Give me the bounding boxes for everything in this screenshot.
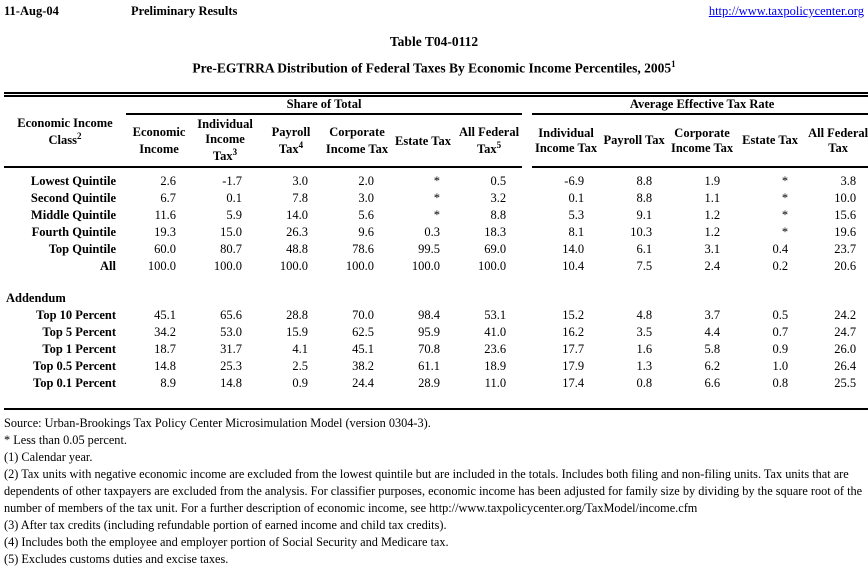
avg-rate-value-cell: 5.3	[568, 208, 585, 223]
table-row	[4, 258, 868, 275]
avg-rate-value-cell: 26.4	[834, 359, 857, 374]
avg-rate-value-cell: 5.8	[704, 342, 721, 357]
avg-rate-value-cell: 4.4	[704, 325, 721, 340]
share-value-cell: 80.7	[220, 242, 242, 257]
avg-rate-value-cell: 0.5	[772, 308, 789, 323]
table-number-title: Table T04-0112	[389, 34, 479, 49]
spacer-row	[4, 275, 868, 290]
avg-rate-value-cell: -6.9	[564, 174, 585, 189]
row-label: Top 10 Percent	[36, 308, 116, 323]
avg-rate-value-cell: *	[781, 191, 789, 206]
share-value-cell: *	[433, 174, 440, 189]
footnote-5: (4) Includes both the employee and employer portion of Social Security and Medicare tax.	[4, 535, 449, 550]
share-value-cell: 0.9	[292, 376, 308, 391]
share-of-total-group-header: Share of Total	[126, 94, 522, 114]
avg-rate-value-cell: 17.4	[562, 376, 585, 391]
share-value-cell: 26.3	[286, 225, 308, 240]
avg-rate-value-cell: 6.2	[704, 359, 721, 374]
share-value-cell: *	[433, 208, 440, 223]
footnote-3: (2) Tax units with negative economic income are excluded from the lowest quintile but are included in the totals. Includes both filing and non-filing units. Tax units that are dependents of other taxpayers are excluded from the analysis. For classifier purposes, economic income has been adjusted for family size by dividing by the square root of the number of members of the tax unit. For a further description of economic income, see http://www.taxpolicycenter.org/TaxModel/income.cfm	[4, 467, 863, 516]
share-value-cell: 70.8	[418, 342, 440, 357]
share-value-cell: 65.6	[220, 308, 242, 323]
avg-rate-value-cell: 0.4	[772, 242, 789, 257]
share-value-cell: 34.2	[154, 325, 176, 340]
group-spacer	[522, 190, 532, 207]
group-spacer	[522, 341, 532, 358]
share-value-cell: 3.0	[358, 191, 374, 206]
avg-rate-value-cell: 8.1	[568, 225, 585, 240]
avg-rate-value-cell: 1.2	[704, 208, 721, 223]
avg-rate-value-cell: 25.5	[834, 376, 857, 391]
row-label: Middle Quintile	[30, 208, 116, 223]
avg-rate-value-cell: 3.1	[704, 242, 721, 257]
share-value-cell: 28.8	[286, 308, 308, 323]
page-header	[4, 4, 864, 19]
share-value-cell: 23.6	[484, 342, 507, 357]
row-label: All	[100, 259, 116, 274]
group-spacer	[522, 224, 532, 241]
avg-rate-value-cell: 2.4	[704, 259, 721, 274]
avg-rate-value-cell: 10.3	[630, 225, 653, 240]
column-header-avg-estate-tax: Estate Tax	[736, 114, 804, 167]
share-value-cell: 5.6	[358, 208, 374, 223]
table-row	[4, 324, 868, 341]
row-label: Second Quintile	[30, 191, 116, 206]
avg-rate-value-cell: 4.8	[636, 308, 653, 323]
share-value-cell: 45.1	[154, 308, 176, 323]
row-label: Top 0.1 Percent	[33, 376, 116, 391]
share-value-cell: 98.4	[418, 308, 440, 323]
share-value-cell: 15.0	[220, 225, 242, 240]
share-value-cell: 0.1	[226, 191, 242, 206]
footnote-0: Source: Urban-Brookings Tax Policy Center Microsimulation Model (version 0304-3).	[4, 416, 431, 431]
share-value-cell: 4.1	[292, 342, 308, 357]
avg-rate-value-cell: 1.0	[772, 359, 789, 374]
share-value-cell: 62.5	[352, 325, 374, 340]
avg-rate-value-cell: 17.7	[562, 342, 585, 357]
table-row	[4, 358, 868, 375]
avg-rate-value-cell: 3.5	[636, 325, 653, 340]
share-value-cell: 11.6	[154, 208, 176, 223]
table-row	[4, 224, 868, 241]
avg-rate-value-cell: 8.8	[636, 174, 653, 189]
footnote-6: (5) Excludes customs duties and excise taxes.	[4, 552, 229, 567]
column-header-share-payroll-tax: Payroll Tax$^4$	[258, 114, 324, 167]
table-row	[4, 190, 868, 207]
share-value-cell: 100.0	[213, 259, 242, 274]
avg-rate-value-cell: 17.9	[562, 359, 585, 374]
share-value-cell: 3.0	[292, 174, 308, 189]
addendum-label: Addendum	[6, 291, 66, 306]
share-value-cell: 70.0	[352, 308, 374, 323]
share-value-cell: 9.6	[358, 225, 374, 240]
group-spacer	[522, 358, 532, 375]
table-row	[4, 173, 868, 190]
share-value-cell: 8.9	[160, 376, 176, 391]
economic-income-class-header	[4, 94, 126, 167]
share-value-cell: 18.9	[484, 359, 507, 374]
group-spacer	[522, 94, 532, 167]
avg-rate-value-cell: *	[781, 174, 789, 189]
column-header-share-estate-tax: Estate Tax	[390, 114, 456, 167]
group-spacer	[522, 241, 532, 258]
avg-rate-value-cell: 26.0	[834, 342, 857, 357]
avg-rate-value-cell: 1.9	[704, 174, 721, 189]
share-value-cell: 69.0	[484, 242, 507, 257]
group-header-row	[4, 94, 868, 114]
group-spacer	[522, 324, 532, 341]
share-value-cell: 78.6	[352, 242, 374, 257]
share-value-cell: 31.7	[220, 342, 242, 357]
row-label: Top 0.5 Percent	[33, 359, 116, 374]
distribution-table	[4, 92, 868, 411]
avg-rate-value-cell: 1.6	[636, 342, 653, 357]
avg-rate-value-cell: 1.1	[704, 191, 721, 206]
avg-rate-value-cell: 0.7	[772, 325, 789, 340]
share-value-cell: 25.3	[220, 359, 242, 374]
share-value-cell: 2.5	[292, 359, 308, 374]
taxpolicycenter-link[interactable]: http://www.taxpolicycenter.org	[708, 4, 864, 18]
table-row	[4, 207, 868, 224]
share-value-cell: 2.6	[160, 174, 176, 189]
avg-rate-value-cell: 10.0	[834, 191, 857, 206]
column-header-avg-all-federal-tax: All Federal Tax	[804, 114, 868, 167]
avg-rate-value-cell: 0.2	[772, 259, 789, 274]
avg-rate-value-cell: 0.1	[568, 191, 585, 206]
share-value-cell: 3.2	[490, 191, 507, 206]
preliminary-results-label: Preliminary Results	[131, 4, 238, 18]
share-value-cell: 14.0	[286, 208, 308, 223]
table-row	[4, 341, 868, 358]
share-value-cell: 6.7	[160, 191, 176, 206]
table-row	[4, 241, 868, 258]
share-value-cell: 8.8	[490, 208, 507, 223]
avg-rate-value-cell: 0.8	[772, 376, 789, 391]
share-value-cell: 53.0	[220, 325, 242, 340]
date-label: 11-Aug-04	[4, 4, 59, 18]
share-value-cell: 18.7	[154, 342, 176, 357]
group-spacer	[522, 207, 532, 224]
footnotes-block	[4, 415, 864, 568]
avg-rate-value-cell: *	[781, 208, 789, 223]
group-spacer	[522, 375, 532, 392]
column-header-share-all-federal-tax: All Federal Tax$^5$	[456, 114, 522, 167]
avg-rate-value-cell: 6.1	[636, 242, 653, 257]
footnote-4: (3) After tax credits (including refundable portion of earned income and child tax credits).	[4, 518, 447, 533]
avg-rate-value-cell: 3.7	[704, 308, 721, 323]
avg-rate-value-cell: 23.7	[834, 242, 857, 257]
share-value-cell: 45.1	[352, 342, 374, 357]
economic-income-class-footnote-marker: 2	[76, 130, 82, 141]
avg-rate-value-cell: 0.8	[636, 376, 653, 391]
addendum-row-filler	[126, 290, 868, 307]
share-value-cell: 2.0	[358, 174, 374, 189]
table-title-footnote-marker: 1	[671, 59, 676, 69]
share-value-cell: *	[433, 191, 440, 206]
column-header-avg-payroll-tax: Payroll Tax	[600, 114, 668, 167]
column-header-share-individual-income-tax: Individual Income Tax$^3$	[192, 114, 258, 167]
share-value-cell: 100.0	[345, 259, 374, 274]
avg-rate-value-cell: *	[781, 225, 789, 240]
row-label: Top 1 Percent	[42, 342, 116, 357]
table-row	[4, 375, 868, 392]
share-value-cell: 18.3	[484, 225, 507, 240]
row-label: Top Quintile	[48, 242, 116, 257]
share-value-cell: 15.9	[286, 325, 308, 340]
share-value-cell: 41.0	[484, 325, 507, 340]
share-value-cell: 0.5	[490, 174, 507, 189]
avg-rate-value-cell: 6.6	[704, 376, 721, 391]
avg-rate-value-cell: 3.8	[840, 174, 857, 189]
share-value-cell: 19.3	[154, 225, 176, 240]
share-value-cell: 11.0	[484, 376, 507, 391]
share-value-cell: 24.4	[352, 376, 374, 391]
share-value-cell: 0.3	[424, 225, 440, 240]
share-value-cell: 99.5	[418, 242, 440, 257]
average-effective-tax-rate-group-header: Average Effective Tax Rate	[532, 94, 868, 114]
group-spacer	[522, 258, 532, 275]
column-header-share-economic-income: Economic Income	[126, 114, 192, 167]
avg-rate-value-cell: 15.2	[562, 308, 585, 323]
column-header-share-corporate-income-tax: Corporate Income Tax	[324, 114, 390, 167]
column-header-avg-individual-income-tax: Individual Income Tax	[532, 114, 600, 167]
avg-rate-value-cell: 16.2	[562, 325, 585, 340]
share-value-cell: 60.0	[154, 242, 176, 257]
share-value-cell: 5.9	[226, 208, 242, 223]
share-value-cell: 14.8	[154, 359, 176, 374]
avg-rate-value-cell: 19.6	[834, 225, 857, 240]
avg-rate-value-cell: 15.6	[834, 208, 857, 223]
column-header-row	[4, 114, 868, 167]
avg-rate-value-cell: 24.2	[834, 308, 857, 323]
avg-rate-value-cell: 10.4	[562, 259, 585, 274]
share-value-cell: 48.8	[286, 242, 308, 257]
row-label: Lowest Quintile	[30, 174, 116, 189]
table-title-text: Pre-EGTRRA Distribution of Federal Taxes By Economic Income Percentiles, 2005	[192, 60, 672, 76]
share-value-cell: 100.0	[477, 259, 507, 274]
share-value-cell: 100.0	[279, 259, 308, 274]
avg-rate-value-cell: 0.9	[772, 342, 789, 357]
avg-rate-value-cell: 14.0	[562, 242, 585, 257]
column-header-avg-corporate-income-tax: Corporate Income Tax	[668, 114, 736, 167]
share-value-cell: 28.9	[418, 376, 440, 391]
addendum-header-row	[4, 290, 868, 307]
avg-rate-value-cell: 24.7	[834, 325, 857, 340]
table-row	[4, 307, 868, 324]
avg-rate-value-cell: 1.2	[704, 225, 721, 240]
footnote-1: * Less than 0.05 percent.	[4, 433, 127, 448]
group-spacer	[522, 173, 532, 190]
avg-rate-value-cell: 1.3	[636, 359, 653, 374]
row-label: Top 5 Percent	[42, 325, 116, 340]
avg-rate-value-cell: 9.1	[636, 208, 653, 223]
share-value-cell: 53.1	[484, 308, 507, 323]
footnote-2: (1) Calendar year.	[4, 450, 93, 465]
table-title	[4, 59, 864, 77]
group-spacer	[522, 307, 532, 324]
share-value-cell: 100.0	[147, 259, 176, 274]
share-value-cell: 100.0	[411, 259, 440, 274]
share-value-cell: 38.2	[352, 359, 374, 374]
share-value-cell: 14.8	[220, 376, 242, 391]
title-block	[4, 34, 864, 77]
share-value-cell: 7.8	[292, 191, 308, 206]
avg-rate-value-cell: 7.5	[636, 259, 653, 274]
share-value-cell: -1.7	[222, 174, 242, 189]
economic-income-class-label: Economic Income Class	[17, 115, 113, 147]
avg-rate-value-cell: 20.6	[834, 259, 857, 274]
avg-rate-value-cell: 8.8	[636, 191, 653, 206]
row-label: Fourth Quintile	[31, 225, 116, 240]
spacer-row	[4, 392, 868, 409]
share-value-cell: 95.9	[418, 325, 440, 340]
share-value-cell: 61.1	[418, 359, 440, 374]
